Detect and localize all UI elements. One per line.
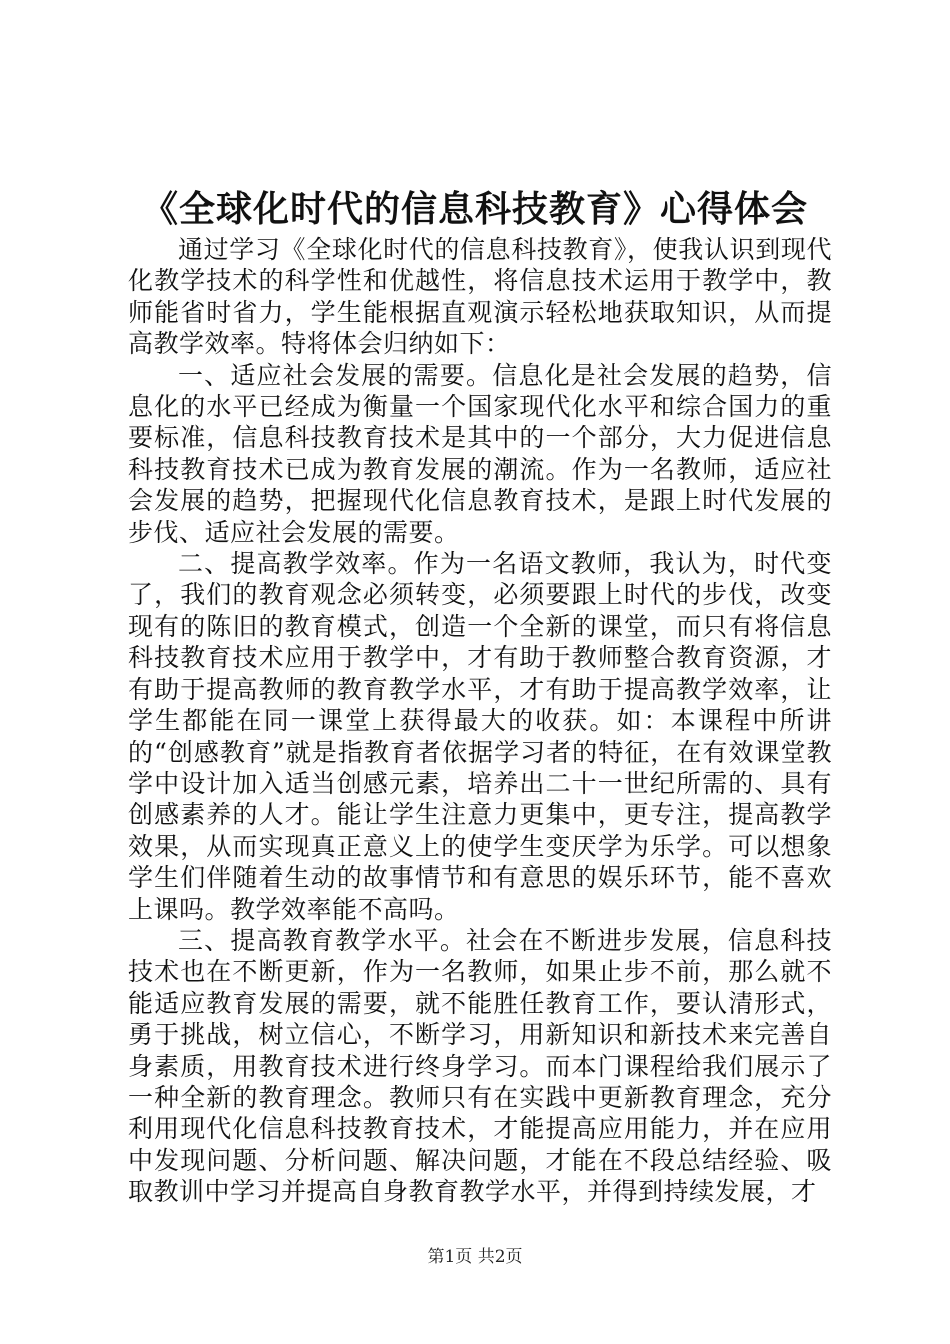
page-number-footer: 第1页 共2页 — [427, 1247, 523, 1267]
document-title: 《全球化时代的信息科技教育》心得体会 — [141, 188, 808, 230]
paragraph-intro: 通过学习《全球化时代的信息科技教育》，使我认识到现代化教学技术的科学性和优越性，将信息技术运用于教学中，教师能省时省力，学生能根据直观演示轻松地获取知识，从而提高教学效率。特将体会归纳如下： — [128, 235, 832, 359]
paragraph-point-one: 一、适应社会发展的需要。信息化是社会发展的趋势，信息化的水平已经成为衡量一个国家现代化水平和综合国力的重要标准，信息科技教育技术是其中的一个部分，大力促进信息科技教育技术已成为教育发展的潮流。作为一名教师，适应社会发展的趋势，把握现代化信息教育技术，是跟上时代发展的步伐、适应社会发展的需要。 — [128, 360, 832, 547]
document-body — [128, 234, 832, 1208]
paragraph-point-two: 二、提高教学效率。作为一名语文教师，我认为，时代变了，我们的教育观念必须转变，必须要跟上时代的步伐，改变现有的陈旧的教育模式，创造一个全新的课堂，而只有将信息科技教育技术应用于教学中，才有助于教师整合教育资源，才有助于提高教师的教育教学水平，才有助于提高教学效率，让学生都能在同一课堂上获得最大的收获。如：本课程中所讲的“创感教育”就是指教育者依据学习者的特征，在有效课堂教学中设计加入适当创感元素，培养出二十一世纪所需的、具有创感素养的人才。能让学生注意力更集中，更专注，提高教学效果，从而实现真正意义上的使学生变厌学为乐学。可以想象学生们伴随着生动的故事情节和有意思的娱乐环节，能不喜欢上课吗。教学效率能不高吗。 — [128, 549, 832, 924]
paragraph-point-three: 三、提高教育教学水平。社会在不断进步发展，信息科技技术也在不断更新，作为一名教师，如果止步不前，那么就不能适应教育发展的需要，就不能胜任教育工作，要认清形式，勇于挑战，树立信心，不断学习，用新知识和新技术来完善自身素质，用教育技术进行终身学习。而本门课程给我们展示了一种全新的教育理念。教师只有在实践中更新教育理念，充分利用现代化信息科技教育技术，才能提高应用能力，并在应用中发现问题、分析问题、解决问题，才能在不段总结经验、吸取教训中学习并提高自身教育教学水平，并得到持续发展，才 — [128, 925, 832, 1207]
